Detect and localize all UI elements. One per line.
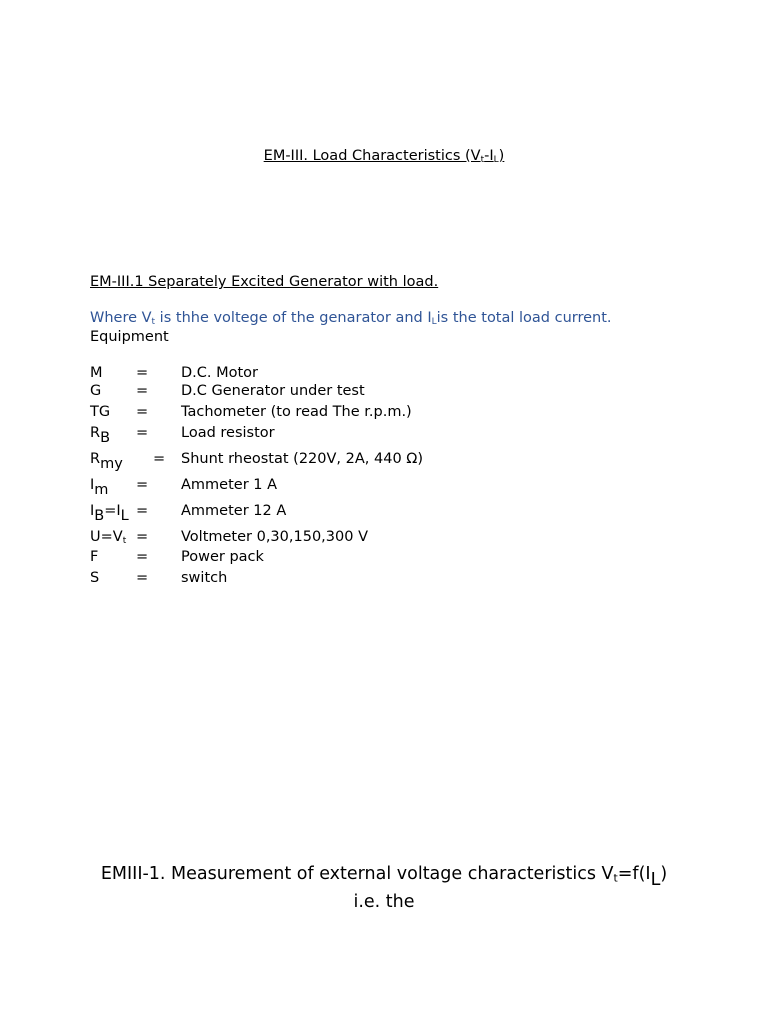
equipment-description: Voltmeter 0,30,150,300 V (181, 529, 368, 545)
symbol-sub: m (94, 482, 109, 499)
section-heading: EM-III.1 Separately Excited Generator with load. (90, 274, 439, 290)
equals-sign: = (153, 451, 166, 467)
symbol-sub: t (122, 536, 127, 547)
symbol-main: R (90, 451, 101, 467)
equals-sign: = (136, 365, 149, 381)
measurement-heading-line-1 (0, 860, 768, 891)
title-sub-l: L (493, 155, 499, 166)
equipment-symbol (90, 425, 111, 447)
title-sub-t: t (480, 155, 485, 166)
equals-sign: = (136, 549, 149, 565)
symbol-sub: B (94, 508, 105, 525)
symbol-sub: B (100, 430, 111, 447)
equipment-symbol (90, 530, 126, 545)
note-text-1: Where V (90, 310, 152, 326)
equipment-symbol (90, 477, 109, 499)
title-text-3: ) (498, 148, 505, 164)
equals-sign: = (136, 404, 149, 420)
title-text-1: EM-III. Load Characteristics (V (263, 148, 481, 164)
equipment-description: Tachometer (to read The r.p.m.) (181, 404, 412, 420)
symbol-main: U=V (90, 529, 123, 545)
equipment-description: D.C. Motor (181, 365, 259, 381)
equals-sign: = (136, 383, 149, 399)
note-sub-l: L (431, 317, 437, 328)
symbol-main: I (90, 503, 95, 519)
measurement-heading (0, 860, 768, 916)
equipment-description: Shunt rheostat (220V, 2A, 440 Ω) (181, 451, 424, 467)
note-sub-t: t (151, 317, 156, 328)
equals-sign: = (136, 503, 149, 519)
page-title (0, 149, 768, 164)
equipment-description: D.C Generator under test (181, 383, 365, 399)
symbol-main: =I (104, 503, 121, 519)
title-text-2: -I (484, 148, 494, 164)
equipment-symbol: S (90, 570, 100, 586)
heading-text-2: =f(I (617, 864, 651, 884)
equipment-description: switch (181, 570, 228, 586)
heading-text-1: EMIII-1. Measurement of external voltage characteristics V (100, 864, 614, 884)
equipment-symbol: F (90, 549, 99, 565)
note-text-2: is thhe voltege of the genarator and I (155, 310, 432, 326)
symbol-sub: my (100, 456, 123, 473)
symbol-sub: L (120, 508, 129, 525)
equipment-label: Equipment (90, 329, 169, 345)
equipment-description: Power pack (181, 549, 264, 565)
equipment-symbol: M (90, 365, 103, 381)
heading-sub-l: L (650, 870, 661, 891)
heading-text-3: ) (660, 864, 668, 884)
equipment-symbol: TG (90, 404, 111, 420)
equipment-description: Ammeter 1 A (181, 477, 278, 493)
definition-note (90, 311, 612, 326)
symbol-main: I (90, 477, 95, 493)
heading-sub-t: t (613, 871, 618, 885)
equals-sign: = (136, 425, 149, 441)
equals-sign: = (136, 570, 149, 586)
equipment-symbol (90, 451, 123, 473)
equipment-description: Load resistor (181, 425, 275, 441)
equipment-description: Ammeter 12 A (181, 503, 287, 519)
equipment-symbol: G (90, 383, 102, 399)
note-text-3: is the total load current. (436, 310, 612, 326)
symbol-main: R (90, 425, 101, 441)
equals-sign: = (136, 529, 149, 545)
equipment-symbol (90, 503, 129, 525)
equals-sign: = (136, 477, 149, 493)
measurement-heading-line-2: i.e. the (353, 892, 415, 912)
